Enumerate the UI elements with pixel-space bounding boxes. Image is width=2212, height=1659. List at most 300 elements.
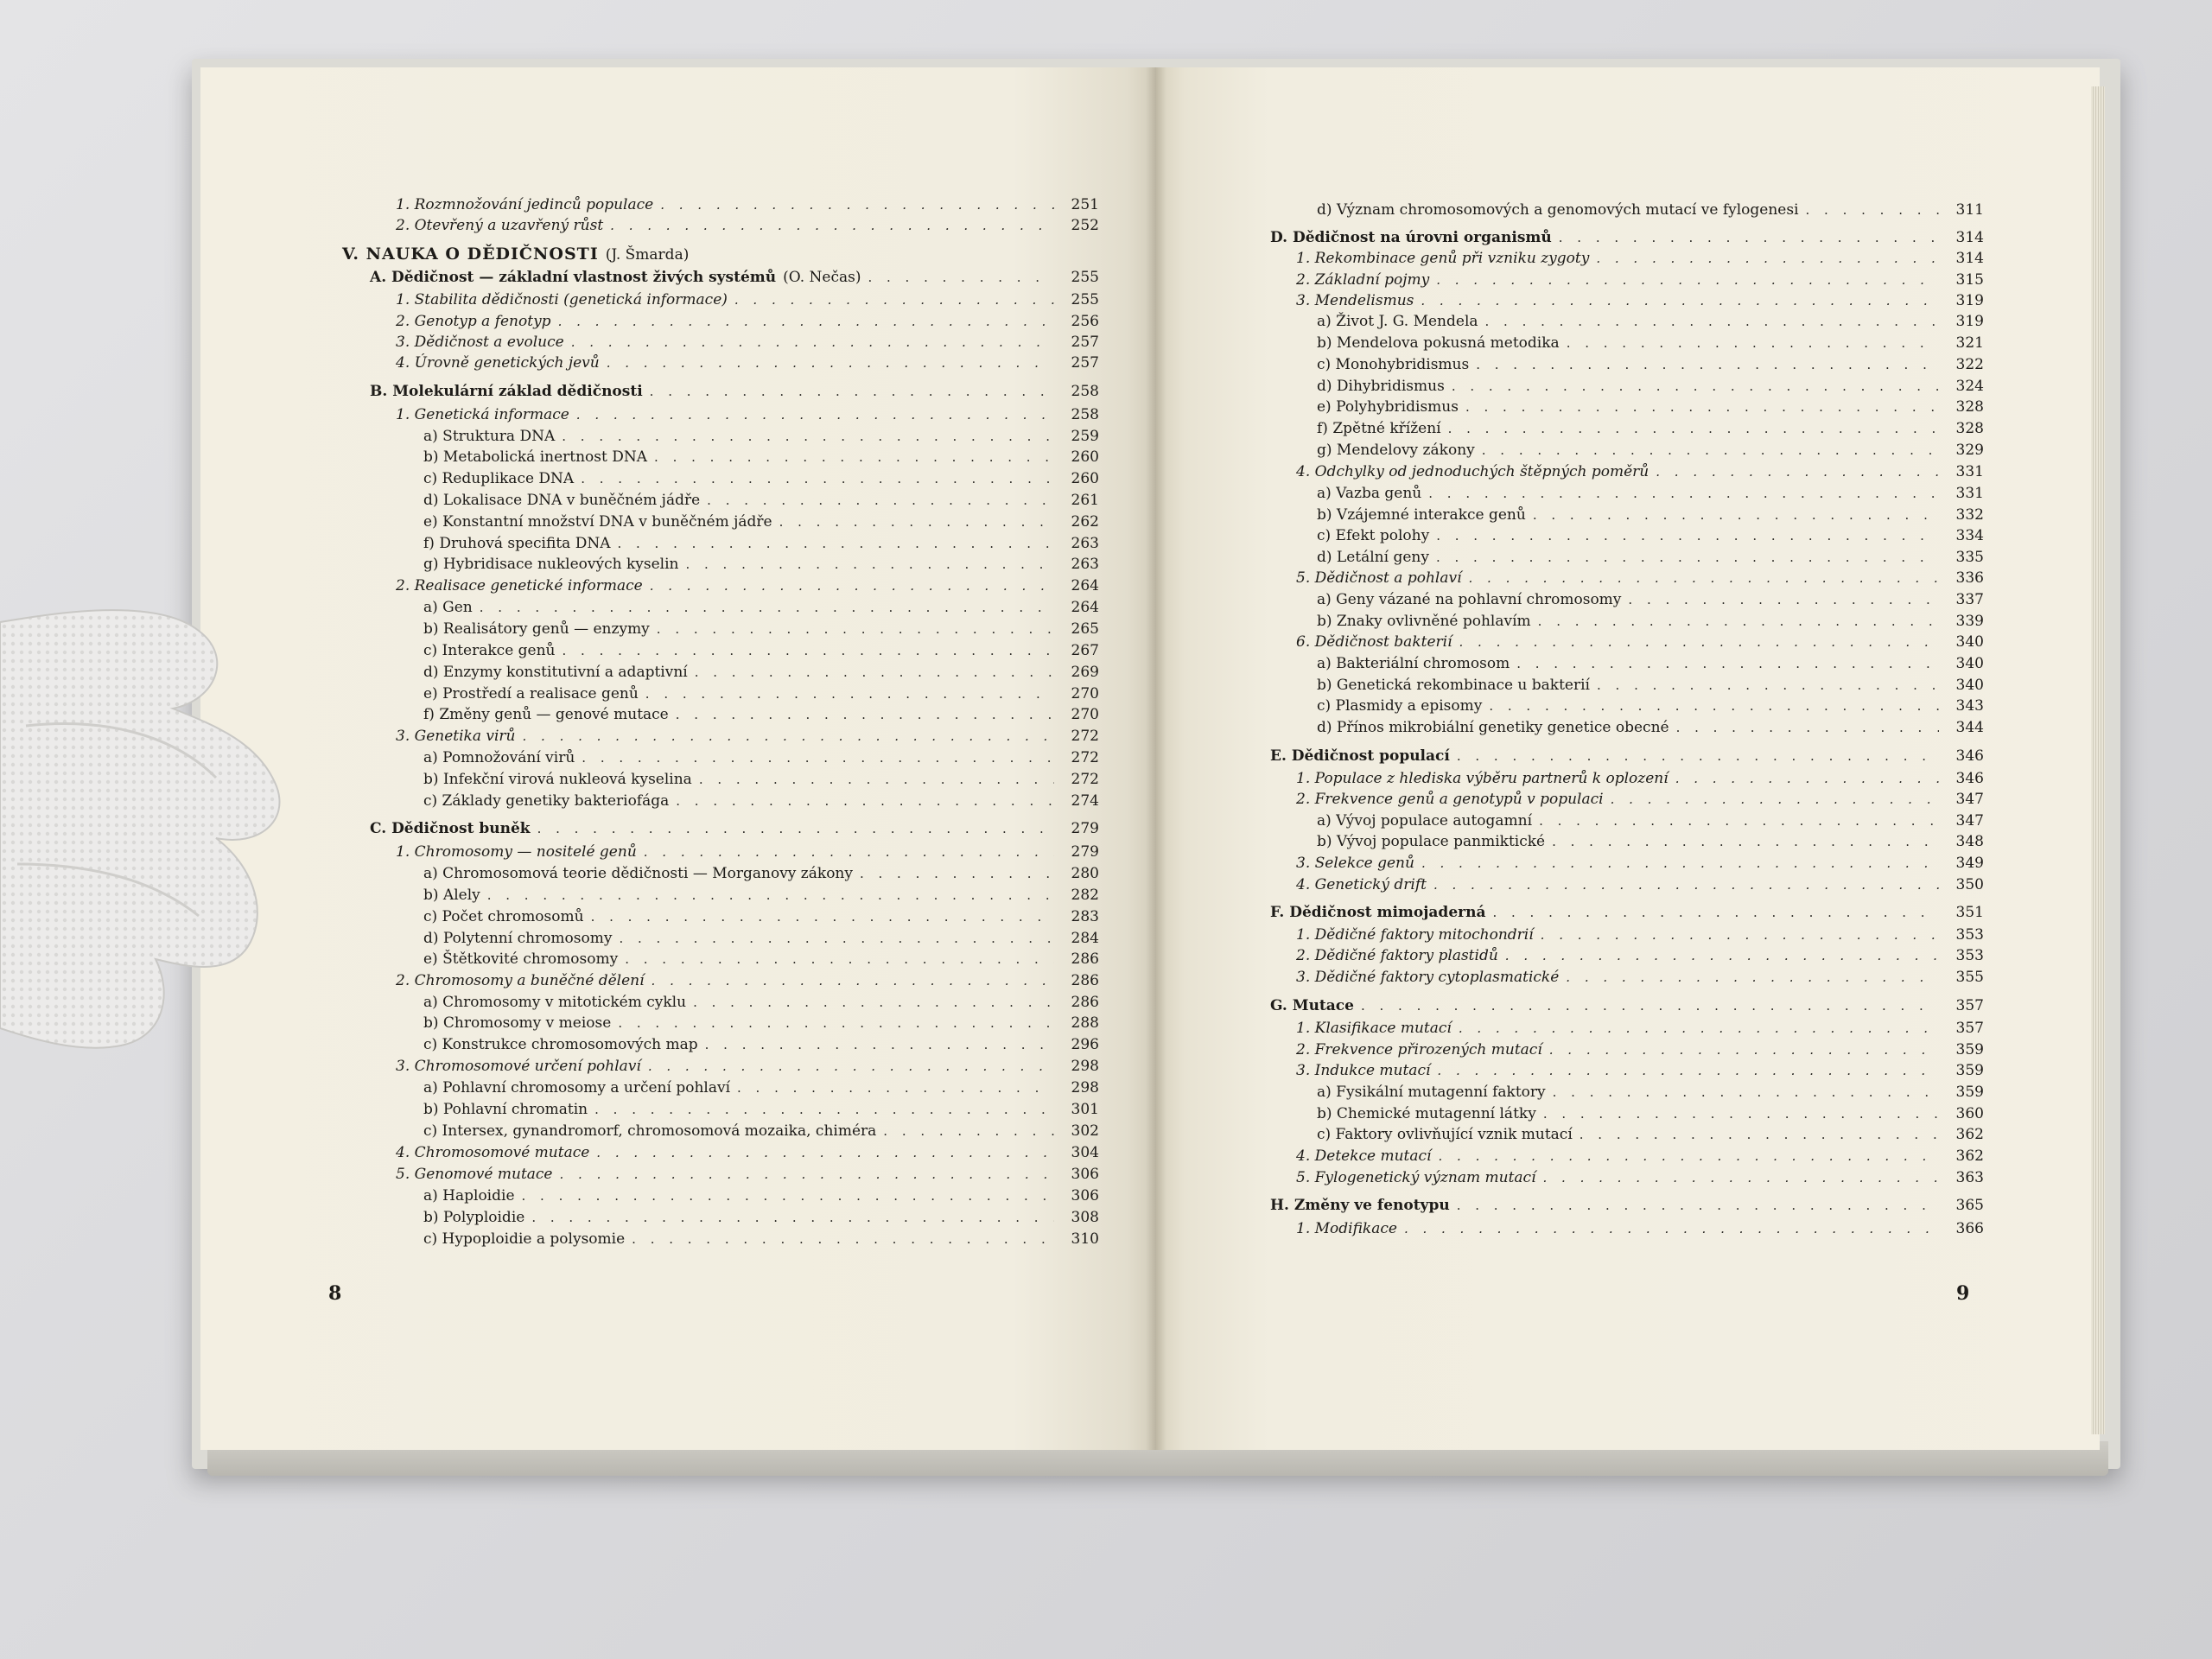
left-page-number: 8 <box>328 1282 342 1305</box>
toc-entry-title: C. Dědičnost buněk <box>370 820 531 837</box>
left-page-toc-entry <box>423 770 1099 789</box>
toc-entry-page: 272 <box>1071 728 1099 745</box>
right-page <box>1156 67 2100 1450</box>
toc-entry-page: 262 <box>1071 513 1099 531</box>
toc-entry-title: d) Dihybridismus <box>1317 378 1445 395</box>
toc-entry-title: 1. Genetická informace <box>396 406 569 423</box>
dot-leader <box>1489 696 1939 715</box>
left-page-toc-entry <box>423 907 1099 926</box>
left-page-toc-entry <box>423 1014 1099 1033</box>
toc-entry-title: a) Haploidie <box>423 1187 515 1205</box>
toc-entry-title: B. Molekulární základ dědičnosti <box>370 383 643 400</box>
dot-leader <box>591 907 1054 926</box>
dot-leader <box>650 382 1054 401</box>
toc-entry-page: 288 <box>1071 1014 1099 1032</box>
right-page-toc-entry <box>1296 968 1984 987</box>
toc-entry-page: 311 <box>1955 201 1984 219</box>
left-page-toc-entry <box>423 705 1099 724</box>
dot-leader <box>522 1186 1054 1205</box>
dot-leader <box>607 353 1054 372</box>
toc-entry-page: 267 <box>1071 642 1099 659</box>
toc-entry-page: 328 <box>1955 420 1984 437</box>
toc-entry-page: 279 <box>1071 820 1099 837</box>
toc-entry-title: a) Chromosomy v mitotickém cyklu <box>423 994 687 1011</box>
toc-entry-title: b) Chromosomy v meiose <box>423 1014 612 1032</box>
toc-entry-title: E. Dědičnost populací <box>1270 747 1450 765</box>
page-edges <box>2091 86 2105 1434</box>
toc-entry-page: 335 <box>1955 549 1984 566</box>
toc-entry-title: d) Význam chromosomových a genomových mutací ve fylogenesi <box>1317 201 1799 219</box>
toc-entry-page: 265 <box>1071 620 1099 638</box>
toc-entry-title: 2. Základní pojmy <box>1296 271 1430 289</box>
dot-leader <box>1485 312 1939 331</box>
toc-entry-title: 3. Genetika virů <box>396 728 516 745</box>
toc-entry-title: b) Polyploidie <box>423 1209 525 1226</box>
toc-entry-title: d) Enzymy konstitutivní a adaptivní <box>423 664 688 681</box>
right-page-toc-entry <box>1317 312 1984 331</box>
right-page-toc-entry <box>1296 1168 1984 1187</box>
toc-entry-title: a) Struktura DNA <box>423 428 556 445</box>
left-page-toc-entry <box>396 195 1099 214</box>
toc-entry-title: 1. Rekombinace genů při vzniku zygoty <box>1296 250 1590 267</box>
toc-entry-page: 319 <box>1955 292 1984 309</box>
toc-entry-title: 2. Otevřený a uzavřený růst <box>396 217 604 234</box>
right-page-toc-entry <box>1270 228 1984 247</box>
dot-leader <box>1428 484 1939 503</box>
toc-entry-page: 260 <box>1071 448 1099 466</box>
dot-leader <box>644 842 1054 861</box>
left-page-toc-entry <box>423 555 1099 574</box>
left-page-toc-entry <box>423 748 1099 767</box>
dot-leader <box>1567 334 1939 353</box>
dot-leader <box>625 950 1054 969</box>
toc-entry-page: 359 <box>1955 1041 1984 1058</box>
toc-entry-page: 284 <box>1071 930 1099 947</box>
right-page-toc-entry <box>1296 769 1984 788</box>
right-page-toc-entry <box>1270 1196 1984 1215</box>
toc-entry-page: 355 <box>1955 969 1984 986</box>
left-page-toc-entry <box>396 405 1099 424</box>
toc-entry-page: 256 <box>1071 313 1099 330</box>
toc-entry-title: d) Letální geny <box>1317 549 1429 566</box>
toc-entry-title: c) Plasmidy a episomy <box>1317 697 1483 715</box>
dot-leader <box>676 705 1054 724</box>
toc-entry-title: c) Počet chromosomů <box>423 908 584 925</box>
toc-entry-title: c) Efekt polohy <box>1317 527 1430 544</box>
left-page-toc-entry <box>342 245 1099 264</box>
toc-entry-title: c) Faktory ovlivňující vznik mutací <box>1317 1126 1573 1143</box>
dot-leader <box>1676 718 1939 737</box>
dot-leader <box>699 770 1054 789</box>
toc-entry-title: c) Konstrukce chromosomových map <box>423 1036 698 1053</box>
toc-entry-page: 306 <box>1071 1166 1099 1183</box>
toc-entry-title: f) Zpětné křížení <box>1317 420 1441 437</box>
left-page-toc-entry <box>423 886 1099 905</box>
toc-entry-page: 365 <box>1955 1197 1984 1214</box>
right-page-toc-entry <box>1317 355 1984 374</box>
toc-entry-page: 336 <box>1955 569 1984 587</box>
toc-entry-page: 258 <box>1071 406 1099 423</box>
left-page-toc-entry <box>396 1143 1099 1162</box>
right-page-toc-entry <box>1296 462 1984 481</box>
toc-entry-title: 1. Populace z hlediska výběru partnerů k oplození <box>1296 770 1669 787</box>
toc-entry-page: 359 <box>1955 1062 1984 1079</box>
toc-entry-page: 301 <box>1071 1101 1099 1118</box>
toc-entry-title: 4. Odchylky od jednoduchých štěpných poměrů <box>1296 463 1649 480</box>
toc-entry-page: 321 <box>1955 334 1984 352</box>
left-page-toc-entry <box>396 971 1099 990</box>
toc-entry-title: a) Život J. G. Mendela <box>1317 313 1478 330</box>
toc-entry-page: 272 <box>1071 749 1099 766</box>
right-page-toc-entry <box>1317 1104 1984 1123</box>
toc-entry-page: 252 <box>1071 217 1099 234</box>
left-page-toc-entry <box>423 950 1099 969</box>
toc-entry-page: 351 <box>1955 904 1984 921</box>
toc-entry-page: 286 <box>1071 950 1099 968</box>
right-page-toc-entry <box>1296 249 1984 268</box>
toc-entry-page: 348 <box>1955 833 1984 850</box>
toc-entry-title: a) Vazba genů <box>1317 485 1422 502</box>
toc-entry-title: d) Lokalisace DNA v buněčném jádře <box>423 492 701 509</box>
toc-entry-page: 272 <box>1071 771 1099 788</box>
toc-entry-title: f) Druhová specifita DNA <box>423 535 611 552</box>
dot-leader <box>531 1208 1054 1227</box>
toc-entry-title: 4. Úrovně genetických jevů <box>396 354 600 372</box>
toc-entry-title: b) Metabolická inertnost DNA <box>423 448 648 466</box>
right-page-toc-entry <box>1317 334 1984 353</box>
right-page-toc-entry <box>1296 270 1984 289</box>
toc-entry-title: 2. Chromosomy a buněčné dělení <box>396 972 645 989</box>
dot-leader <box>1465 397 1939 416</box>
left-page-toc-entry <box>423 491 1099 510</box>
toc-entry-page: 347 <box>1955 812 1984 830</box>
toc-entry-title: 3. Chromosomové určení pohlaví <box>396 1058 641 1075</box>
toc-entry-title: b) Alely <box>423 887 480 904</box>
toc-entry-page: 304 <box>1071 1144 1099 1161</box>
toc-entry-title: 2. Frekvence přirozených mutací <box>1296 1041 1542 1058</box>
dot-leader <box>537 819 1054 838</box>
toc-entry-title: G. Mutace <box>1270 997 1354 1014</box>
left-page-toc-entry <box>423 684 1099 703</box>
right-page-toc-entry <box>1296 1061 1984 1080</box>
dot-leader <box>1541 925 1939 944</box>
left-page-toc-entry <box>423 1122 1099 1141</box>
toc-entry-title: c) Intersex, gynandromorf, chromosomová mozaika, chiméra <box>423 1122 877 1140</box>
toc-entry-title: 5. Fylogenetický význam mutací <box>1296 1169 1536 1186</box>
toc-entry-title: 3. Mendelismus <box>1296 292 1414 309</box>
dot-leader <box>660 195 1054 214</box>
toc-entry-title: D. Dědičnost na úrovni organismů <box>1270 229 1552 246</box>
left-page-toc-entry <box>423 1078 1099 1097</box>
dot-leader <box>657 620 1054 639</box>
toc-entry-page: 255 <box>1071 291 1099 308</box>
toc-entry-page: 340 <box>1955 677 1984 694</box>
dot-leader <box>1437 1061 1939 1080</box>
toc-entry-title: c) Reduplikace DNA <box>423 470 575 487</box>
toc-entry-title: 4. Genetický drift <box>1296 876 1427 893</box>
dot-leader <box>1543 1168 1939 1187</box>
toc-entry-page: 314 <box>1955 229 1984 246</box>
toc-entry-page: 349 <box>1955 855 1984 872</box>
dot-leader <box>1436 548 1939 567</box>
dot-leader <box>617 534 1054 553</box>
dot-leader <box>1806 200 1939 219</box>
right-page-toc-entry <box>1296 875 1984 894</box>
toc-entry-page: 259 <box>1071 428 1099 445</box>
toc-entry-title: 2. Dědičné faktory plastidů <box>1296 947 1498 964</box>
left-page-toc-entry <box>396 727 1099 746</box>
right-page-toc-entry <box>1296 946 1984 965</box>
toc-entry-title: g) Hybridisace nukleových kyselin <box>423 556 679 573</box>
toc-entry-page: 269 <box>1071 664 1099 681</box>
toc-entry-page: 363 <box>1955 1169 1984 1186</box>
toc-entry-page: 263 <box>1071 535 1099 552</box>
dot-leader <box>571 333 1054 352</box>
dot-leader <box>1448 419 1939 438</box>
dot-leader <box>1421 291 1939 310</box>
left-page-toc-entry <box>396 1165 1099 1184</box>
toc-entry-page: 359 <box>1955 1084 1984 1101</box>
dot-leader <box>1436 526 1939 545</box>
toc-entry-title: g) Mendelovy zákony <box>1317 442 1475 459</box>
toc-entry-page: 324 <box>1955 378 1984 395</box>
dot-leader <box>734 290 1054 309</box>
toc-entry-page: 357 <box>1955 997 1984 1014</box>
toc-entry-page: 280 <box>1071 865 1099 882</box>
toc-entry-title: 3. Dědičnost a evoluce <box>396 334 564 351</box>
dot-leader <box>560 1165 1055 1184</box>
toc-entry-title: a) Pohlavní chromosomy a určení pohlaví <box>423 1079 731 1096</box>
left-page-toc-entry <box>370 268 1099 287</box>
toc-entry-page: 331 <box>1955 485 1984 502</box>
left-page-toc-entry <box>396 576 1099 595</box>
dot-leader <box>648 1057 1054 1076</box>
left-page-toc-entry <box>423 929 1099 948</box>
toc-entry-page: 257 <box>1071 354 1099 372</box>
right-page-toc-entry <box>1317 832 1984 851</box>
left-page-toc-entry <box>423 663 1099 682</box>
dot-leader <box>1476 355 1939 374</box>
toc-entry-page: 251 <box>1071 196 1099 213</box>
right-page-toc-entry <box>1317 505 1984 524</box>
toc-entry-title: 1. Dědičné faktory mitochondrií <box>1296 926 1534 944</box>
left-page-toc-entry <box>423 1100 1099 1119</box>
left-page-toc-entry <box>423 427 1099 446</box>
dot-leader <box>1505 946 1939 965</box>
dot-leader <box>1549 1040 1939 1059</box>
left-page-toc-entry <box>423 641 1099 660</box>
dot-leader <box>582 748 1054 767</box>
dot-leader <box>523 727 1055 746</box>
toc-entry-title: b) Genetická rekombinace u bakterií <box>1317 677 1590 694</box>
dot-leader <box>1543 1104 1939 1123</box>
toc-entry-page: 353 <box>1955 926 1984 944</box>
left-page-toc-entry <box>423 993 1099 1012</box>
toc-entry-page: 258 <box>1071 383 1099 400</box>
toc-entry-title: e) Prostředí a realisace genů <box>423 685 639 702</box>
toc-entry-page: 334 <box>1955 527 1984 544</box>
toc-entry-page: 343 <box>1955 697 1984 715</box>
left-page-toc-entry <box>396 1057 1099 1076</box>
right-page-toc-entry <box>1317 718 1984 737</box>
toc-entry-page: 339 <box>1955 613 1984 630</box>
toc-entry-title: 4. Detekce mutací <box>1296 1147 1432 1165</box>
right-page-toc-entry <box>1296 1040 1984 1059</box>
right-page-toc-entry <box>1296 790 1984 809</box>
toc-entry-page: 261 <box>1071 492 1099 509</box>
toc-entry-page: 255 <box>1071 269 1099 286</box>
dot-leader <box>695 663 1054 682</box>
toc-entry-page: 314 <box>1955 250 1984 267</box>
toc-entry-title: 3. Dědičné faktory cytoplasmatické <box>1296 969 1560 986</box>
toc-entry-page: 366 <box>1955 1220 1984 1237</box>
dot-leader <box>1433 875 1939 894</box>
toc-entry-page: 315 <box>1955 271 1984 289</box>
toc-entry-page: 282 <box>1071 887 1099 904</box>
toc-entry-page: 353 <box>1955 947 1984 964</box>
left-page-toc-entry <box>396 353 1099 372</box>
toc-entry-title: c) Monohybridismus <box>1317 356 1470 373</box>
right-page-toc-entry <box>1270 747 1984 766</box>
toc-entry-title: a) Geny vázané na pohlavní chromosomy <box>1317 591 1622 608</box>
right-page-number: 9 <box>1956 1282 1970 1305</box>
dot-leader <box>1539 811 1939 830</box>
toc-entry-title: c) Hypoploidie a polysomie <box>423 1230 626 1248</box>
dot-leader <box>576 405 1054 424</box>
dot-leader <box>1361 996 1939 1015</box>
left-page-toc-entry <box>396 216 1099 235</box>
dot-leader <box>619 929 1054 948</box>
dot-leader <box>1566 968 1939 987</box>
toc-entry-title: 2. Frekvence genů a genotypů v populaci <box>1296 791 1604 808</box>
right-page-toc-entry <box>1317 377 1984 396</box>
dot-leader <box>693 993 1054 1012</box>
right-page-toc-entry <box>1317 200 1984 219</box>
dot-leader <box>1533 505 1939 524</box>
toc-entry-page: 362 <box>1955 1126 1984 1143</box>
toc-entry-title: b) Vzájemné interakce genů <box>1317 506 1526 524</box>
right-page-toc-entry <box>1296 1019 1984 1038</box>
toc-entry-page: 331 <box>1955 463 1984 480</box>
left-page-toc-entry <box>423 598 1099 617</box>
right-page-toc-entry <box>1317 1083 1984 1102</box>
toc-entry-title: b) Mendelova pokusná metodika <box>1317 334 1560 352</box>
dot-leader <box>618 1014 1054 1033</box>
toc-entry-title: 1. Chromosomy — nositelé genů <box>396 843 637 861</box>
dot-leader <box>1611 790 1939 809</box>
toc-entry-page: 264 <box>1071 577 1099 594</box>
right-page-toc-entry <box>1317 484 1984 503</box>
toc-entry-page: 357 <box>1955 1020 1984 1037</box>
toc-entry-page: 344 <box>1955 719 1984 736</box>
toc-entry-page: 332 <box>1955 506 1984 524</box>
toc-entry-title: 2. Realisace genetické informace <box>396 577 643 594</box>
right-page-toc-entry <box>1296 1219 1984 1238</box>
dot-leader <box>868 268 1054 287</box>
toc-entry-title: b) Pohlavní chromatin <box>423 1101 588 1118</box>
dot-leader <box>480 598 1054 617</box>
right-page-toc-entry <box>1296 925 1984 944</box>
toc-entry-title: 1. Rozmnožování jedinců populace <box>396 196 654 213</box>
toc-entry-page: 302 <box>1071 1122 1099 1140</box>
dot-leader <box>1421 854 1939 873</box>
toc-entry-title: a) Chromosomová teorie dědičnosti — Morganovy zákony <box>423 865 853 882</box>
right-page-toc-entry <box>1296 632 1984 652</box>
right-page-toc-entry <box>1270 996 1984 1015</box>
dot-leader <box>1492 903 1939 922</box>
dot-leader <box>1553 1083 1939 1102</box>
dot-leader <box>705 1035 1054 1054</box>
toc-entry-page: 257 <box>1071 334 1099 351</box>
dot-leader <box>1457 1196 1939 1215</box>
dot-leader <box>650 576 1054 595</box>
dot-leader <box>645 684 1054 703</box>
left-page-toc-entry <box>423 1186 1099 1205</box>
toc-entry-page: 264 <box>1071 599 1099 616</box>
left-page-toc-entry <box>423 534 1099 553</box>
toc-entry-page: 322 <box>1955 356 1984 373</box>
left-page-toc-entry <box>370 382 1099 401</box>
dot-leader <box>562 427 1054 446</box>
toc-entry-page: 329 <box>1955 442 1984 459</box>
toc-entry-title: a) Vývoj populace autogamní <box>1317 812 1533 830</box>
toc-entry-title: 6. Dědičnost bakterií <box>1296 633 1452 651</box>
dot-leader <box>1459 1019 1939 1038</box>
dot-leader <box>1596 249 1939 268</box>
toc-entry-page: 286 <box>1071 972 1099 989</box>
dot-leader <box>558 312 1054 331</box>
dot-leader <box>1597 676 1939 695</box>
toc-entry-page: 298 <box>1071 1058 1099 1075</box>
left-page-toc-entry <box>396 290 1099 309</box>
toc-entry-page: 279 <box>1071 843 1099 861</box>
right-page-toc-entry <box>1296 1147 1984 1166</box>
right-page-toc-entry <box>1317 419 1984 438</box>
toc-entry-title: c) Interakce genů <box>423 642 556 659</box>
left-page-toc-entry <box>423 791 1099 810</box>
toc-entry-page: 274 <box>1071 792 1099 810</box>
dot-leader <box>1404 1219 1939 1238</box>
toc-entry-title: 2. Genotyp a fenotyp <box>396 313 551 330</box>
dot-leader <box>581 469 1054 488</box>
toc-entry-page: 283 <box>1071 908 1099 925</box>
right-page-toc-entry <box>1317 397 1984 416</box>
right-page-toc-entry <box>1317 696 1984 715</box>
toc-entry-title: 4. Chromosomové mutace <box>396 1144 590 1161</box>
left-page-toc-entry <box>423 620 1099 639</box>
left-page-toc-entry <box>396 333 1099 352</box>
dot-leader <box>594 1100 1054 1119</box>
toc-entry-title: 5. Dědičnost a pohlaví <box>1296 569 1462 587</box>
left-page <box>200 67 1156 1450</box>
left-page-toc-entry <box>423 469 1099 488</box>
dot-leader <box>596 1143 1054 1162</box>
toc-entry-author: (O. Nečas) <box>783 269 861 286</box>
left-page-toc-entry <box>396 312 1099 331</box>
left-page-toc-entry <box>396 842 1099 861</box>
toc-entry-page: 306 <box>1071 1187 1099 1205</box>
dot-leader <box>676 791 1054 810</box>
toc-entry-title: a) Bakteriální chromosom <box>1317 655 1510 672</box>
toc-entry-page: 263 <box>1071 556 1099 573</box>
dot-leader <box>1538 612 1939 631</box>
dot-leader <box>1552 832 1939 851</box>
toc-entry-page: 260 <box>1071 470 1099 487</box>
toc-entry-title: b) Infekční virová nukleová kyselina <box>423 771 692 788</box>
toc-entry-title: V. NAUKA O DĚDIČNOSTI (J. Šmarda) <box>342 245 690 264</box>
toc-entry-title: a) Gen <box>423 599 473 616</box>
book-gutter <box>1146 67 1166 1450</box>
